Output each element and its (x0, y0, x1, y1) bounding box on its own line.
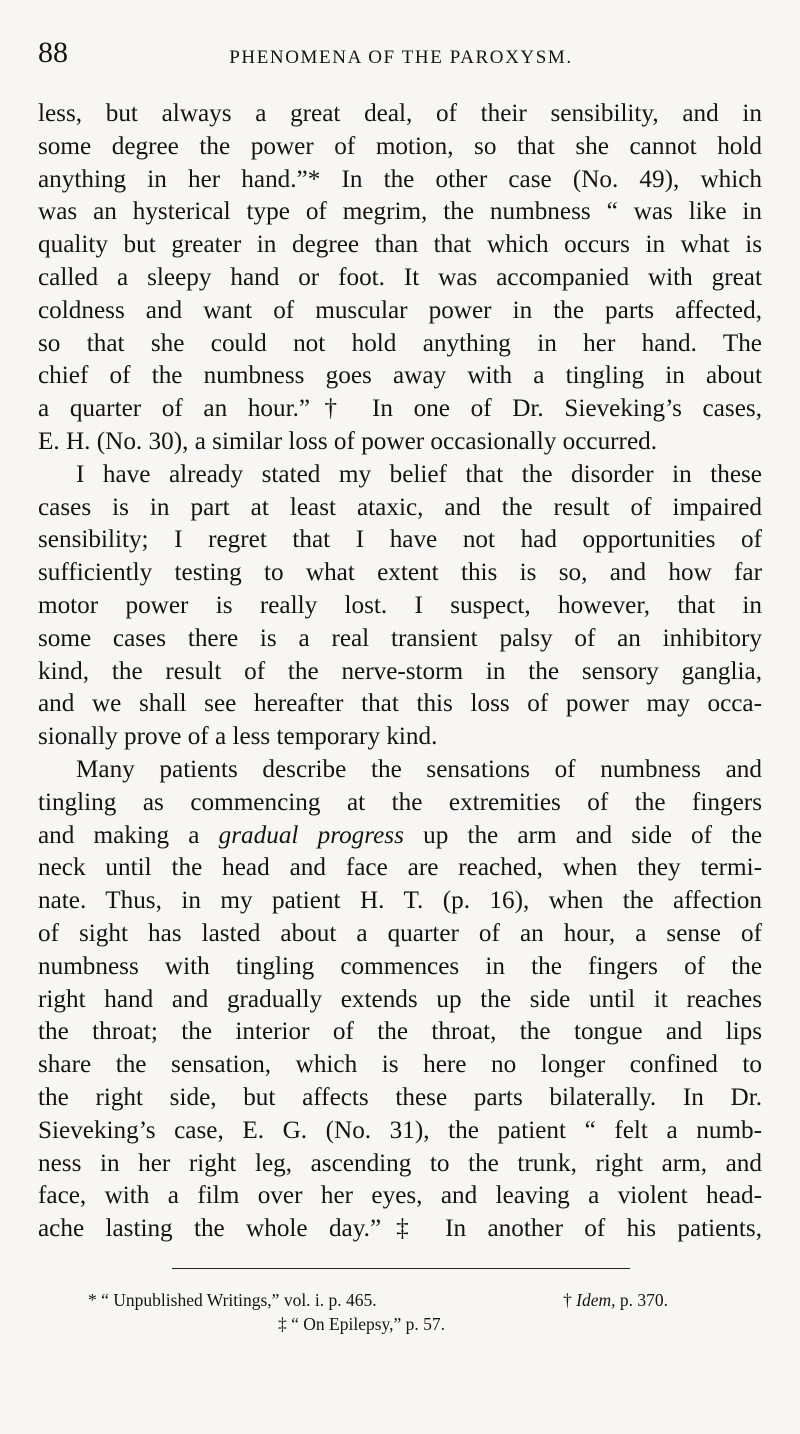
text-line: kind, the result of the nerve-storm in the sensory ganglia, (38, 657, 762, 685)
text-line: numbness with tingling commences in the fingers of the (38, 952, 762, 980)
page-number: 88 (38, 36, 68, 69)
text-line: coldness and want of muscular power in the parts affected, (38, 296, 762, 324)
paragraph-first-line: Many patients describe the sensations of numbness and (76, 755, 762, 783)
body-text (38, 98, 762, 1246)
text-line: face, with a film over her eyes, and leaving a violent head- (38, 1182, 762, 1210)
italic-phrase: gradual progress (218, 821, 404, 849)
page-header (38, 36, 764, 76)
text-line: nate. Thus, in my patient H. T. (p. 16), when the affection (38, 887, 762, 915)
footnotes (88, 1288, 728, 1336)
text-line: some degree the power of motion, so that she cannot hold (38, 132, 762, 160)
text-line: the right side, but affects these parts bilaterally. In Dr. (38, 1083, 762, 1111)
text-line: tingling as commencing at the extremities of the fingers (38, 788, 762, 816)
running-head: PHENOMENA OF THE PAROXYSM. (229, 47, 573, 68)
text-line: neck until the head and face are reached, when they termi- (38, 854, 762, 882)
text-line: the throat; the interior of the throat, the tongue and lips (38, 1018, 762, 1046)
text-line: of sight has lasted about a quarter of an hour, a sense of (38, 919, 762, 947)
text-line: sufficiently testing to what extent this is so, and how far (38, 559, 762, 587)
text-line: ache lasting the whole day.”‡ In another of his patients, (38, 1215, 762, 1243)
text-line: chief of the numbness goes away with a tingling in about (38, 362, 762, 390)
footnote-asterisk: * “ Unpublished Writings,” vol. i. p. 465. (88, 1290, 377, 1310)
text-line: cases is in part at least ataxic, and the result of impaired (38, 493, 762, 521)
footnote-double-dagger: ‡ “ On Epilepsy,” p. 57. (278, 1314, 446, 1334)
footnote-row (88, 1312, 728, 1336)
footnote-dagger (563, 1288, 668, 1312)
text-line: called a sleepy hand or foot. It was accompanied with great (38, 263, 762, 291)
paragraph-first-line: I have already stated my belief that the disorder in these (76, 460, 762, 488)
text-line: so that she could not hold anything in her hand. The (38, 329, 762, 357)
idem-page: p. 370. (619, 1290, 668, 1310)
text-line: quality but greater in degree than that which occurs in what is (38, 231, 762, 259)
text-line: Sieveking’s case, E. G. (No. 31), the patient “ felt a numb- (38, 1116, 762, 1144)
text-line: sensibility; I regret that I have not had opportunities of (38, 526, 762, 554)
text-line: share the sensation, which is here no longer confined to (38, 1051, 762, 1079)
text-line: E. H. (No. 30), a similar loss of power occasionally occurred. (38, 427, 658, 455)
text-line: anything in her hand.”* In the other case (No. 49), which (38, 165, 762, 193)
text-line: sionally prove of a less temporary kind. (38, 723, 438, 751)
text-line: right hand and gradually extends up the side until it reaches (38, 985, 762, 1013)
text-line: and we shall see hereafter that this loss of power may occa- (38, 690, 762, 718)
text-line: less, but always a great deal, of their sensibility, and in (38, 100, 762, 127)
text-segment: up the arm and side of the (423, 821, 762, 849)
text-line: was an hysterical type of megrim, the numbness “ was like in (38, 198, 762, 226)
text-segment: and making a (38, 821, 200, 849)
text-line-with-italic (38, 820, 762, 853)
idem-ref: Idem, (576, 1290, 616, 1310)
text-line: a quarter of an hour.”† In one of Dr. Sieveking’s cases, (38, 395, 762, 423)
text-line: motor power is really lost. I suspect, however, that in (38, 591, 762, 619)
text-line: ness in her right leg, ascending to the trunk, right arm, and (38, 1149, 762, 1177)
text-line: some cases there is a real transient palsy of an inhibitory (38, 624, 762, 652)
footnote-divider (172, 1268, 630, 1269)
dagger-mark: † (563, 1290, 572, 1310)
footnote-row (88, 1288, 728, 1312)
